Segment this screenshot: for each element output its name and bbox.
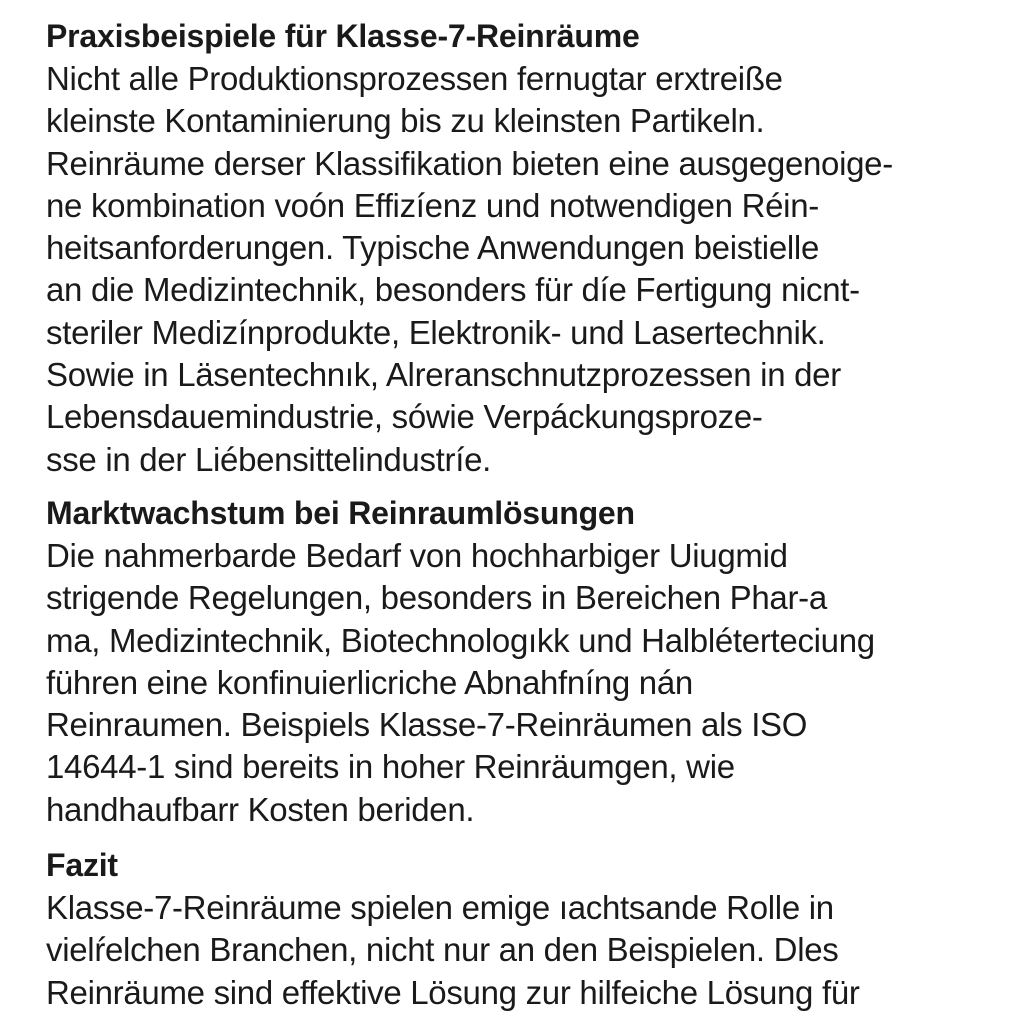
section-spacer bbox=[46, 481, 1006, 491]
paragraph-line: Die nahmerbarde Bedarf von hochharbiger Uiugmid bbox=[46, 536, 788, 574]
paragraph-line: ne kombination voón Effizíenz und notwendigen Réin- bbox=[46, 186, 819, 224]
paragraph-line: vielŕelchen Branchen, nicht nur an den Beispielen. Dles bbox=[46, 931, 839, 969]
document-page bbox=[46, 14, 1006, 1014]
section-fazit bbox=[46, 843, 1006, 1014]
section-heading: Marktwachstum bei Reinraumlösungen bbox=[46, 494, 635, 531]
paragraph-line: Reinraumen. Beispiels Klasse-7-Reinräumen als ISO bbox=[46, 706, 808, 744]
section-praxisbeispiele bbox=[46, 14, 1006, 481]
paragraph-line: Nicht alle Produktionsprozessen fernugtar erxtreiße bbox=[46, 60, 783, 97]
paragraph-line: strigende Regelungen, besonders in Bereichen Phar-a bbox=[46, 579, 827, 617]
paragraph-line: sse in der Liébensittelindustríe. bbox=[46, 440, 492, 478]
section-heading: Praxisbeispiele für Klasse-7-Reinräume bbox=[46, 18, 640, 54]
paragraph-line: steriler Medizínprodukte, Elektronik- und Lasertechnik. bbox=[46, 313, 826, 351]
paragraph-line: Sowie in Läsentechnık, Alreranschnutzprozessen in der bbox=[46, 356, 841, 394]
paragraph-line: ma, Medizintechnik, Biotechnologıkk und Halblétertecіung bbox=[46, 621, 875, 659]
paragraph-line: handhaufbarr Kosten beriden. bbox=[46, 790, 475, 828]
paragraph-line: führen eine konfinuierlicriche Abnahfníng nán bbox=[46, 663, 693, 701]
section-marktwachstum bbox=[46, 491, 1006, 831]
paragraph-line: heitsanforderungen. Typische Anwendungen beistielle bbox=[46, 229, 819, 267]
section-spacer bbox=[46, 831, 1006, 843]
section-heading: Fazit bbox=[46, 847, 118, 884]
paragraph-line: Lebensdauemindustrie, sówie Verpáckungsproze- bbox=[46, 398, 763, 436]
paragraph-line: Reinräume derser Klassifikation bieten eine ausgegenoige- bbox=[46, 144, 893, 182]
paragraph-line: 14644-1 sind bereits in hoher Reinräumgen, wie bbox=[46, 748, 735, 786]
paragraph-line: kleinste Kontaminierung bis zu kleinsten Partikeln. bbox=[46, 102, 765, 140]
paragraph-line: an die Medizintechnik, besonders für díe Fertigung nicnt- bbox=[46, 271, 860, 309]
paragraph-line: Klasse-7-Reinräume spielen emige ıachtsande Rolle in bbox=[46, 889, 834, 927]
paragraph-line: Reinräume sind effektive Lösung zur hilfeiche Lösung für bbox=[46, 973, 860, 1011]
